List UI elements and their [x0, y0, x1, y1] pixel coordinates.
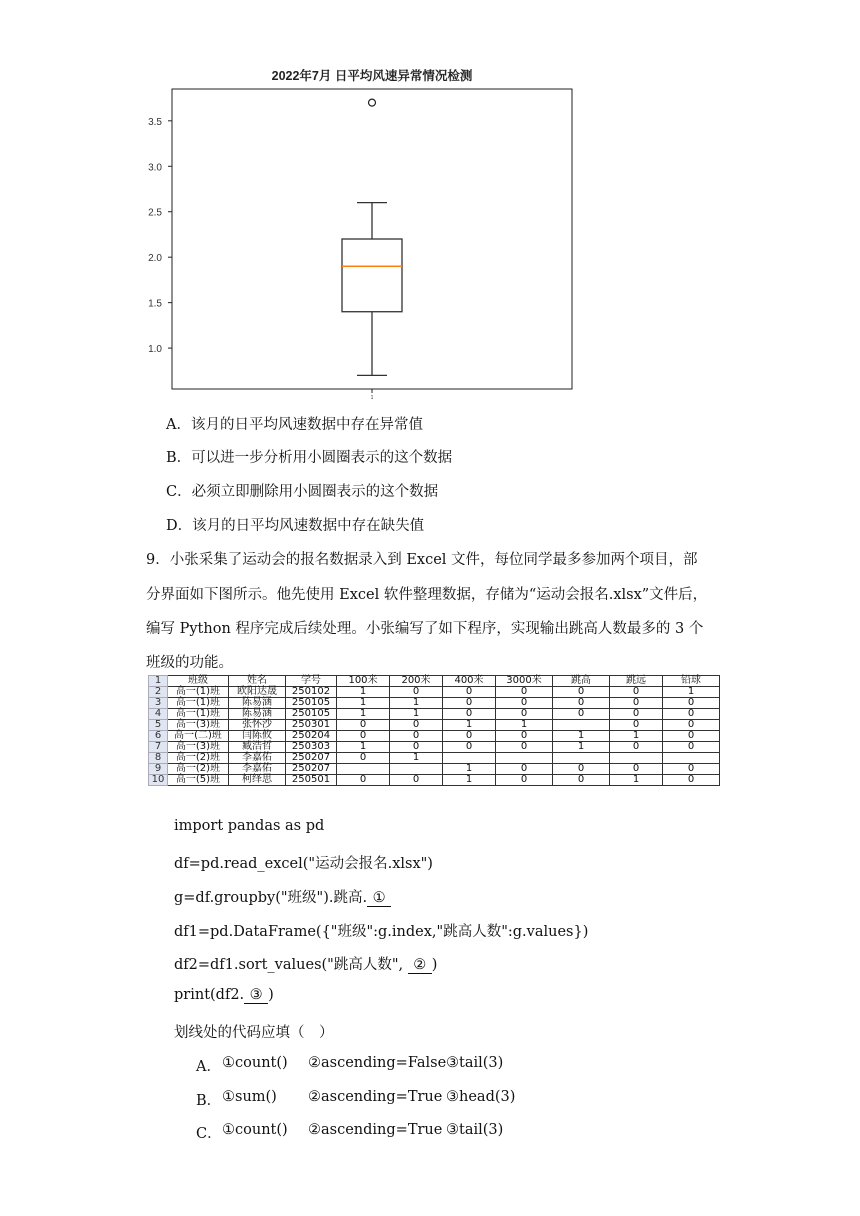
sheet-cell: 0	[443, 687, 496, 698]
sheet-cell: 1	[390, 698, 443, 709]
sheet-cell: 0	[390, 742, 443, 753]
sheet-cell: 0	[337, 753, 390, 764]
sheet-cell: 250105	[286, 709, 337, 720]
sheet-cell: 0	[663, 742, 720, 753]
option-part-1: ①count()	[222, 1055, 288, 1071]
q9-text-line: 编写 Python 程序完成后续处理。小张编写了如下程序，实现输出跳高人数最多的 3 个	[146, 621, 704, 637]
sheet-cell: 0	[443, 731, 496, 742]
option-part-2: ②ascending=False	[308, 1055, 447, 1071]
sheet-cell: 250105	[286, 698, 337, 709]
code-line-3	[174, 886, 391, 907]
sheet-cell: 3000米	[496, 676, 553, 687]
sheet-row	[149, 720, 720, 731]
y-tick-label: 2.0	[148, 253, 162, 265]
sheet-cell: 1	[663, 687, 720, 698]
sheet-cell: 0	[553, 687, 610, 698]
sheet-cell: 欧阳达晟	[229, 687, 286, 698]
excel-sheet-table	[148, 675, 720, 786]
sheet-cell: 姓名	[229, 676, 286, 687]
sheet-cell: 0	[553, 775, 610, 786]
option-part-1: ①count()	[222, 1122, 288, 1138]
y-tick-label: 1.0	[148, 344, 162, 356]
sheet-cell: 0	[390, 775, 443, 786]
sheet-cell: 0	[390, 720, 443, 731]
sheet-cell: 0	[610, 720, 663, 731]
sheet-cell: 0	[443, 742, 496, 753]
sheet-cell: 1	[390, 753, 443, 764]
x-tick-label: 1	[370, 395, 374, 401]
sheet-cell: 250207	[286, 753, 337, 764]
sheet-cell: 臧浩哲	[229, 742, 286, 753]
row-number: 7	[149, 742, 168, 753]
sheet-cell: 0	[610, 709, 663, 720]
sheet-cell: 0	[663, 764, 720, 775]
sheet-cell: 0	[443, 709, 496, 720]
y-tick-label: 3.0	[148, 162, 162, 174]
row-number: 4	[149, 709, 168, 720]
sheet-cell: 200米	[390, 676, 443, 687]
sheet-cell: 0	[496, 709, 553, 720]
option-part-3: ③tail(3)	[446, 1055, 504, 1071]
sheet-cell: 高一(1)班	[168, 709, 229, 720]
q9-text-line: 班级的功能。	[146, 655, 233, 671]
sheet-cell: 1	[337, 742, 390, 753]
sheet-cell: 0	[443, 698, 496, 709]
option-part-1: ①sum()	[222, 1089, 277, 1105]
sheet-cell: 0	[663, 731, 720, 742]
sheet-cell	[390, 764, 443, 775]
sheet-cell: 0	[663, 698, 720, 709]
sheet-cell: 0	[553, 698, 610, 709]
sheet-cell: 250204	[286, 731, 337, 742]
sheet-cell: 0	[496, 687, 553, 698]
sheet-cell: 高一(二)班	[168, 731, 229, 742]
sheet-cell: 高一(5)班	[168, 775, 229, 786]
sheet-cell: 0	[663, 720, 720, 731]
code-line-3-text: g=df.groupby("班级").跳高.	[174, 890, 368, 906]
sheet-cell: 0	[337, 775, 390, 786]
chart-title: 2022年7月 日平均风速异常情况检测	[271, 69, 473, 83]
row-number: 8	[149, 753, 168, 764]
sheet-cell: 1	[443, 720, 496, 731]
sheet-cell: 400米	[443, 676, 496, 687]
sheet-cell: 李嘉佑	[229, 764, 286, 775]
sheet-cell: 跳远	[610, 676, 663, 687]
sheet-cell: 0	[496, 764, 553, 775]
sheet-cell	[663, 753, 720, 764]
sheet-cell: 0	[610, 687, 663, 698]
code-line-6	[174, 987, 274, 1004]
sheet-cell: 李嘉佑	[229, 753, 286, 764]
sheet-cell: 高一(2)班	[168, 764, 229, 775]
sheet-cell	[337, 764, 390, 775]
sheet-cell: 1	[610, 731, 663, 742]
sheet-header-row	[149, 676, 720, 687]
sheet-cell: 学号	[286, 676, 337, 687]
code-line-1: import pandas as pd	[174, 818, 325, 834]
code-line-2: df=pd.read_excel("运动会报名.xlsx")	[174, 856, 433, 872]
option-part-3: ③tail(3)	[446, 1122, 504, 1138]
code-line-5-text: df2=df1.sort_values("跳高人数",	[174, 957, 408, 973]
sheet-cell: 张怀沙	[229, 720, 286, 731]
code-line-4: df1=pd.DataFrame({"班级":g.index,"跳高人数":g.values})	[174, 924, 589, 940]
row-number: 1	[149, 676, 168, 687]
code-line-5-close: )	[431, 957, 438, 973]
sheet-cell: 1	[553, 742, 610, 753]
row-number: 3	[149, 698, 168, 709]
row-number: 5	[149, 720, 168, 731]
sheet-cell: 0	[610, 742, 663, 753]
code-line-6-text: print(df2.	[174, 987, 245, 1003]
sheet-row	[149, 764, 720, 775]
sheet-cell: 铅球	[663, 676, 720, 687]
sheet-cell: 高一(3)班	[168, 720, 229, 731]
row-number: 2	[149, 687, 168, 698]
sheet-cell: 闫陈攸	[229, 731, 286, 742]
sheet-cell: 高一(2)班	[168, 753, 229, 764]
row-number: 10	[149, 775, 168, 786]
sheet-cell: 0	[390, 731, 443, 742]
sheet-cell: 1	[443, 775, 496, 786]
sheet-cell: 0	[610, 764, 663, 775]
sheet-cell: 跳高	[553, 676, 610, 687]
code-line-6-close: )	[268, 987, 274, 1003]
sheet-cell: 100米	[337, 676, 390, 687]
iqr-box	[342, 239, 402, 312]
code-line-5	[174, 953, 437, 974]
sheet-cell: 陈易涵	[229, 709, 286, 720]
sheet-cell: 0	[337, 731, 390, 742]
row-number: 6	[149, 731, 168, 742]
sheet-cell: 0	[496, 731, 553, 742]
q9-text-line: 分界面如下图所示。他先使用 Excel 软件整理数据，存储为“运动会报名.xlsx”文件后，	[146, 587, 708, 603]
sheet-cell	[553, 753, 610, 764]
sheet-row	[149, 709, 720, 720]
blank-3: ③	[244, 987, 268, 1004]
sheet-cell: 0	[496, 742, 553, 753]
y-tick-label: 1.5	[148, 298, 162, 310]
sheet-cell: 250301	[286, 720, 337, 731]
boxplot-chart	[136, 62, 586, 402]
sheet-cell: 1	[443, 764, 496, 775]
sheet-row	[149, 775, 720, 786]
sheet-cell: 班级	[168, 676, 229, 687]
y-tick-label: 2.5	[148, 207, 162, 219]
sheet-cell: 1	[337, 698, 390, 709]
option-letter: A．	[196, 1059, 221, 1075]
sheet-cell: 0	[390, 687, 443, 698]
sheet-cell	[496, 753, 553, 764]
q9-prompt: 划线处的代码应填（ ）	[174, 1025, 334, 1041]
q8-option: D．该月的日平均风速数据中存在缺失值	[166, 518, 425, 534]
sheet-cell: 1	[337, 709, 390, 720]
sheet-cell: 0	[553, 764, 610, 775]
sheet-cell: 0	[610, 698, 663, 709]
sheet-cell: 250501	[286, 775, 337, 786]
sheet-cell: 1	[553, 731, 610, 742]
sheet-cell: 1	[390, 709, 443, 720]
q8-option: A．该月的日平均风速数据中存在异常值	[166, 417, 423, 433]
sheet-cell: 1	[337, 687, 390, 698]
sheet-cell: 高一(1)班	[168, 687, 229, 698]
sheet-row	[149, 742, 720, 753]
blank-2: ②	[408, 957, 432, 974]
sheet-cell: 250207	[286, 764, 337, 775]
sheet-row	[149, 698, 720, 709]
row-number: 9	[149, 764, 168, 775]
sheet-cell: 柯绎思	[229, 775, 286, 786]
option-part-2: ②ascending=True	[308, 1122, 443, 1138]
option-part-3: ③head(3)	[446, 1089, 516, 1105]
q8-option: B．可以进一步分析用小圆圈表示的这个数据	[166, 450, 453, 466]
q9-text-line: 9．小张采集了运动会的报名数据录入到 Excel 文件，每位同学最多参加两个项目，部	[146, 552, 698, 568]
sheet-cell	[610, 753, 663, 764]
y-tick-label: 3.5	[148, 116, 162, 128]
sheet-row	[149, 731, 720, 742]
sheet-cell: 1	[610, 775, 663, 786]
sheet-cell: 高一(1)班	[168, 698, 229, 709]
sheet-cell: 0	[663, 709, 720, 720]
sheet-cell: 陈易涵	[229, 698, 286, 709]
sheet-cell: 高一(3)班	[168, 742, 229, 753]
sheet-cell	[553, 720, 610, 731]
outlier-point	[369, 99, 376, 106]
sheet-cell: 0	[337, 720, 390, 731]
sheet-cell: 0	[496, 775, 553, 786]
sheet-row	[149, 753, 720, 764]
sheet-cell	[443, 753, 496, 764]
sheet-cell: 0	[553, 709, 610, 720]
sheet-cell: 0	[663, 775, 720, 786]
sheet-cell: 250303	[286, 742, 337, 753]
q8-option: C．必须立即删除用小圆圈表示的这个数据	[166, 484, 439, 500]
option-letter: C．	[196, 1126, 222, 1142]
sheet-cell: 0	[496, 698, 553, 709]
sheet-row	[149, 687, 720, 698]
sheet-cell: 250102	[286, 687, 337, 698]
sheet-cell: 1	[496, 720, 553, 731]
option-part-2: ②ascending=True	[308, 1089, 443, 1105]
blank-1: ①	[367, 890, 391, 907]
option-letter: B．	[196, 1093, 222, 1109]
